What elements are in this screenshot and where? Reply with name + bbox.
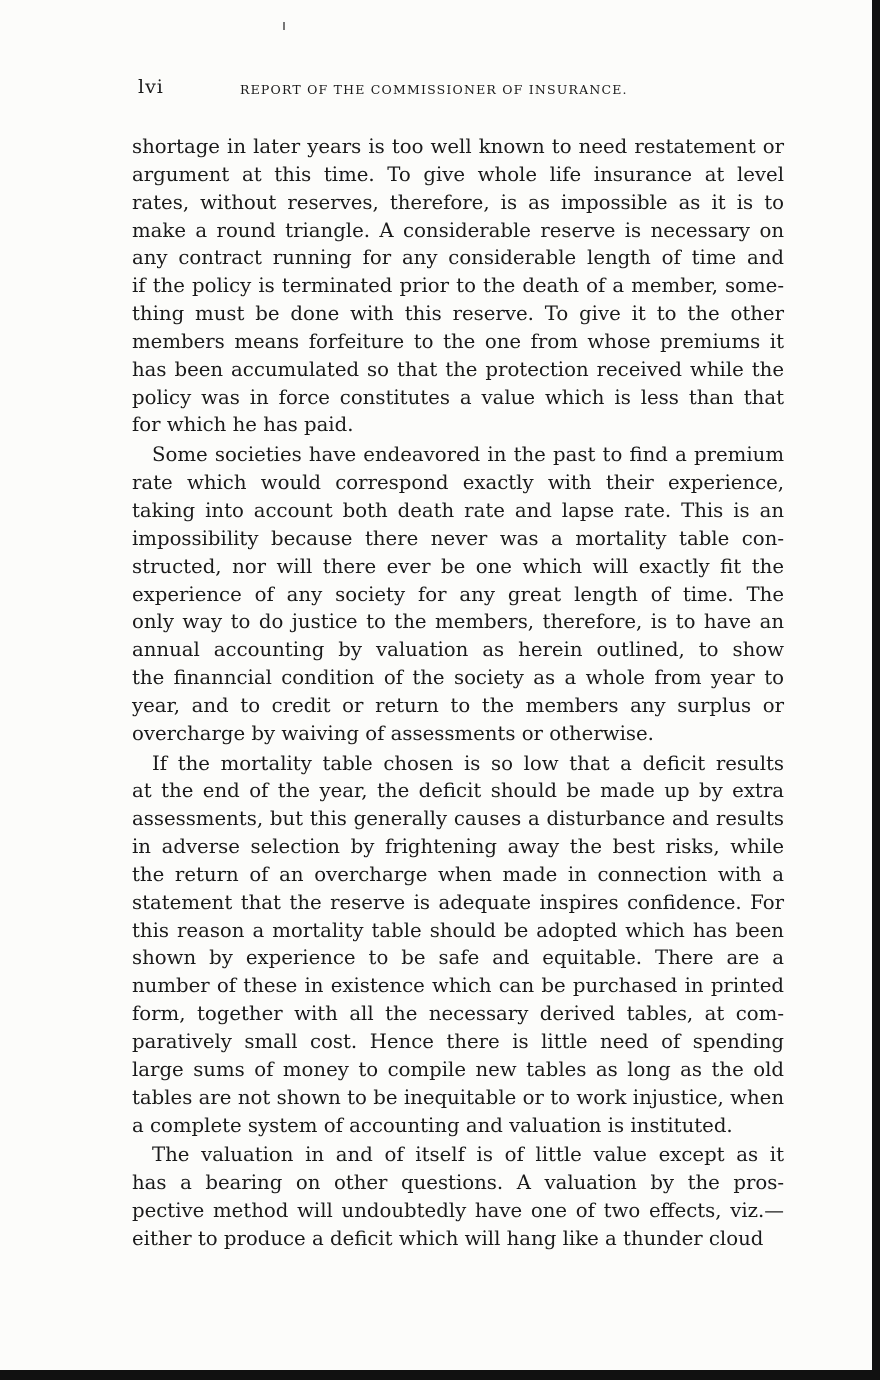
- paragraph: [132, 750, 784, 1140]
- text-line: in adverse selection by frightening away the best risks, while: [132, 835, 784, 859]
- text-line: annual accounting by valuation as herein outlined, to show: [132, 638, 784, 662]
- scan-speck: [283, 22, 285, 30]
- page-header: [138, 76, 788, 106]
- text-line: number of these in existence which can be purchased in printed: [132, 974, 784, 998]
- text-line: taking into account both death rate and lapse rate. This is an: [132, 498, 784, 522]
- text-line: only way to do justice to the members, therefore, is to have an: [132, 610, 784, 634]
- text-line: tables are not shown to be inequitable or to work injustice, when: [132, 1085, 784, 1109]
- text-line: for which he has paid.: [132, 413, 354, 437]
- text-line: paratively small cost. Hence there is little need of spending: [132, 1030, 784, 1053]
- page-number: lvi: [138, 76, 164, 98]
- text-line: form, together with all the necessary derived tables, at com-: [132, 1002, 784, 1026]
- text-line: rates, without reserves, therefore, is as impossible as it is to: [132, 190, 784, 214]
- text-line: assessments, but this generally causes a disturbance and results: [132, 807, 784, 831]
- text-line: argument at this time. To give whole life insurance at level: [132, 162, 784, 186]
- text-line: rate which would correspond exactly with their experience,: [132, 471, 784, 495]
- text-line: If the mortality table chosen is so low that a deficit results: [152, 751, 784, 775]
- scan-border-right: [872, 0, 880, 1380]
- text-line: either to produce a deficit which will hang like a thunder cloud: [132, 1226, 764, 1250]
- text-line: The valuation in and of itself is of little value except as it: [152, 1143, 784, 1167]
- text-line: has a bearing on other questions. A valuation by the pros-: [132, 1171, 784, 1195]
- text-line: if the policy is terminated prior to the death of a member, some-: [132, 274, 784, 298]
- paragraph: [132, 441, 784, 747]
- text-line: the return of an overcharge when made in connection with a: [132, 862, 784, 886]
- text-line: this reason a mortality table should be adopted which has been: [132, 918, 784, 942]
- text-line: impossibility because there never was a mortality table con-: [132, 526, 784, 550]
- paragraph: [132, 133, 784, 439]
- scan-border-bottom: [0, 1370, 880, 1380]
- text-line: shortage in later years is too well known to need restatement or: [132, 135, 784, 158]
- text-line: members means forfeiture to the one from whose premiums it: [132, 329, 784, 353]
- text-line: pective method will undoubtedly have one of two effects, viz.—: [132, 1199, 784, 1223]
- text-line: policy was in force constitutes a value which is less than that: [132, 385, 784, 409]
- text-line: make a round triangle. A considerable reserve is necessary on: [132, 218, 784, 242]
- text-line: Some societies have endeavored in the past to find a premium: [152, 443, 784, 467]
- text-line: structed, nor will there ever be one which will exactly fit the: [132, 554, 784, 578]
- paragraph: [132, 1141, 784, 1252]
- text-line: any contract running for any considerable length of time and: [132, 246, 784, 270]
- text-line: at the end of the year, the deficit should be made up by extra: [132, 779, 784, 803]
- text-line: overcharge by waiving of assessments or otherwise.: [132, 721, 654, 745]
- text-line: statement that the reserve is adequate inspires confidence. For: [132, 890, 784, 914]
- body-text: [132, 133, 784, 1253]
- text-line: has been accumulated so that the protection received while the: [132, 357, 784, 381]
- text-line: shown by experience to be safe and equitable. There are a: [132, 946, 784, 970]
- text-line: the finanncial condition of the society as a whole from year to: [132, 666, 784, 690]
- text-line: a complete system of accounting and valuation is instituted.: [132, 1113, 733, 1137]
- text-line: thing must be done with this reserve. To give it to the other: [132, 302, 784, 326]
- text-line: experience of any society for any great length of time. The: [132, 582, 784, 606]
- running-head: REPORT OF THE COMMISSIONER OF INSURANCE.: [240, 82, 628, 97]
- text-line: large sums of money to compile new tables as long as the old: [132, 1057, 784, 1081]
- text-line: year, and to credit or return to the members any surplus or: [132, 693, 784, 717]
